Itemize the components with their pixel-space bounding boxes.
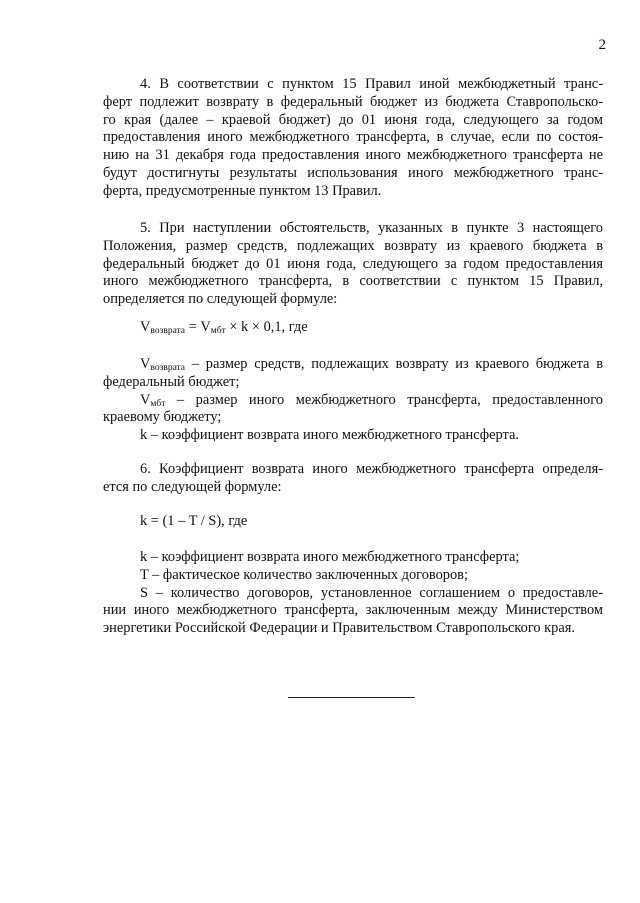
- paragraph-4: [103, 76, 603, 201]
- definition-k: k – коэффициент возврата иного межбюджетного трансферта.: [140, 427, 519, 444]
- formula-return-amount: [103, 319, 603, 337]
- definition-v-mbt: $V_{мбт}$ – размер иного межбюджетного трансферта, предоставленного: [140, 391, 603, 409]
- paragraph-5-line: Положения, размер средств, подлежащих возврату из краевого бюджета в: [103, 237, 603, 254]
- definition-v-return: $V_{возврата}$ – размер средств, подлежащих возврату из краевого бюджета в: [140, 356, 603, 373]
- paragraph-6-line: ется по следующей формуле:: [103, 478, 282, 495]
- formula-k: k = (1 – T / S), где: [140, 513, 248, 529]
- definitions-2: [103, 549, 603, 638]
- definition-line: k – коэффициент возврата иного межбюджетного трансферта;: [140, 549, 520, 565]
- paragraph-4-line: ферт подлежит возврату в федеральный бюджет из бюджета Ставропольско-: [103, 93, 603, 110]
- definition-line: нии иного межбюджетного трансферта, заключенным между Министерством: [103, 602, 603, 619]
- paragraph-4-line: ферта, предусмотренные пунктом 13 Правил.: [103, 182, 382, 199]
- paragraph-4-line: предоставления иного межбюджетного трансферта, в случае, если по состоя-: [103, 129, 603, 146]
- paragraph-4-line: го края (далее – краевой бюджет) до 01 июня года, следующего за годом: [103, 111, 603, 128]
- formula-eq: = V: [185, 319, 211, 335]
- paragraph-5: [103, 220, 603, 309]
- definitions-1: [103, 356, 603, 445]
- definition-v-return-cont: федеральный бюджет;: [103, 373, 240, 390]
- paragraph-5-line: иного межбюджетного трансферта, в соответствии с пунктом 15 Правил,: [103, 273, 603, 290]
- paragraph-5-line: определяется по следующей формуле:: [103, 291, 338, 308]
- paragraph-4-line: 4. В соответствии с пунктом 15 Правил иной межбюджетный транс-: [140, 76, 603, 92]
- definition-line: T – фактическое количество заключенных договоров;: [140, 566, 468, 583]
- formula-sub-return: возврата: [150, 326, 186, 336]
- formula-coefficient: [103, 513, 603, 531]
- paragraph-6-line: 6. Коэффициент возврата иного межбюджетного трансферта определя-: [140, 461, 603, 477]
- paragraph-4-line: будут достигнуты результаты использования иного межбюджетного транс-: [103, 164, 603, 181]
- definition-line: энергетики Российской Федерации и Правительством Ставропольского края.: [103, 620, 575, 637]
- formula-rest: × k × 0,1, где: [225, 319, 308, 335]
- page-number: 2: [598, 37, 606, 53]
- closing-rule: [288, 697, 415, 698]
- definition-v-mbt-cont: краевому бюджету;: [103, 409, 222, 426]
- formula-sub-mbt: мбт: [210, 326, 226, 336]
- paragraph-5-line: 5. При наступлении обстоятельств, указанных в пункте 3 настоящего: [140, 220, 603, 236]
- formula-v: V: [140, 319, 151, 335]
- paragraph-6: [103, 461, 603, 497]
- paragraph-4-line: нию на 31 декабря года предоставления иного межбюджетного трансферта не: [103, 147, 603, 164]
- definition-line: S – количество договоров, установленное соглашением о предоставле-: [140, 584, 603, 601]
- paragraph-5-line: федеральный бюджет до 01 июня года, следующего за годом предоставления: [103, 255, 603, 272]
